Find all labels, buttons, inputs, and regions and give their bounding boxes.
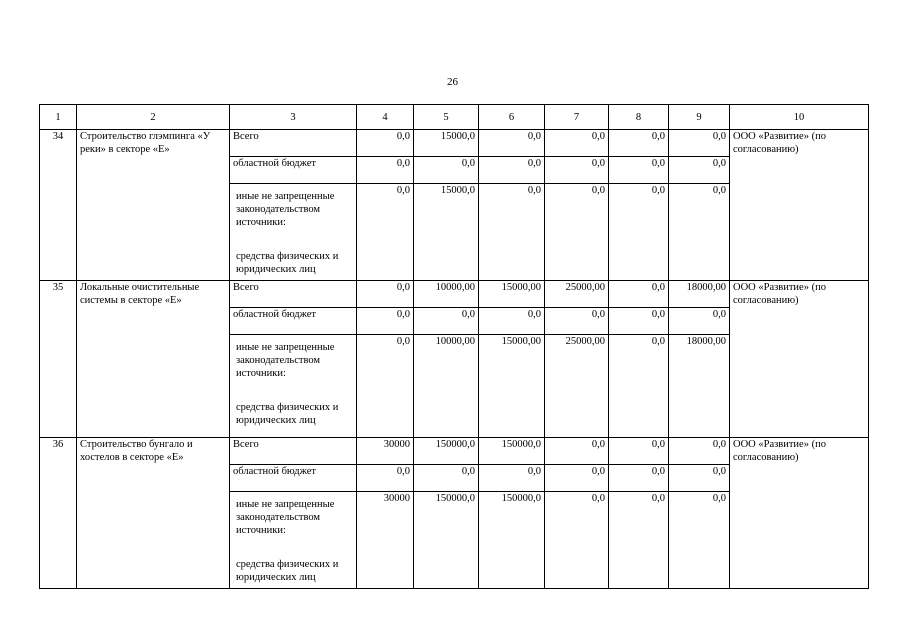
value-cell: 0,0: [669, 308, 730, 335]
value-cell: 0,0: [357, 184, 414, 281]
value-cell: 0,0: [609, 157, 669, 184]
activity-name: Локальные очистительные системы в секторе «Е»: [77, 281, 230, 438]
value-cell: 15000,0: [414, 130, 479, 157]
value-cell: 0,0: [545, 184, 609, 281]
table-row: [40, 438, 869, 465]
value-cell: 15000,00: [479, 281, 545, 308]
value-cell: 30000: [357, 438, 414, 465]
value-cell: 0,0: [545, 465, 609, 492]
value-cell: 15000,00: [479, 335, 545, 438]
source-label-other: [230, 335, 357, 438]
value-cell: 150000,0: [414, 438, 479, 465]
value-cell: 0,0: [669, 184, 730, 281]
value-cell: 18000,00: [669, 281, 730, 308]
source-label-total: Всего: [230, 281, 357, 308]
column-header: 1: [40, 105, 77, 130]
row-number: 35: [40, 281, 77, 438]
value-cell: 0,0: [545, 308, 609, 335]
column-header: 5: [414, 105, 479, 130]
value-cell: 0,0: [669, 157, 730, 184]
column-header: 10: [730, 105, 869, 130]
value-cell: 0,0: [414, 157, 479, 184]
value-cell: 0,0: [609, 335, 669, 438]
funding-table: [39, 104, 869, 589]
value-cell: 18000,00: [669, 335, 730, 438]
value-cell: 0,0: [479, 465, 545, 492]
column-header: 3: [230, 105, 357, 130]
value-cell: 25000,00: [545, 335, 609, 438]
row-number: 36: [40, 438, 77, 589]
source-label-other: [230, 184, 357, 281]
value-cell: 0,0: [609, 130, 669, 157]
value-cell: 0,0: [545, 492, 609, 589]
value-cell: 0,0: [357, 157, 414, 184]
value-cell: 0,0: [609, 492, 669, 589]
responsible-party: ООО «Развитие» (по согласованию): [730, 438, 869, 589]
other-sources-label: иные не запрещенные законодательством источники:: [236, 342, 335, 379]
responsible-party: ООО «Развитие» (по согласованию): [730, 281, 869, 438]
private-funds-label: средства физических и юридических лиц: [236, 251, 339, 275]
value-cell: 0,0: [479, 157, 545, 184]
column-header: 6: [479, 105, 545, 130]
column-header: 4: [357, 105, 414, 130]
value-cell: 0,0: [357, 130, 414, 157]
table-row: [40, 130, 869, 157]
source-label-total: Всего: [230, 130, 357, 157]
value-cell: 25000,00: [545, 281, 609, 308]
value-cell: 0,0: [669, 130, 730, 157]
value-cell: 150000,0: [414, 492, 479, 589]
source-label-budget: областной бюджет: [230, 465, 357, 492]
other-sources-label: иные не запрещенные законодательством источники:: [236, 191, 335, 228]
value-cell: 0,0: [669, 438, 730, 465]
activity-name: Строительство бунгало и хостелов в секторе «Е»: [77, 438, 230, 589]
source-label-other: [230, 492, 357, 589]
source-label-budget: областной бюджет: [230, 157, 357, 184]
private-funds-label: средства физических и юридических лиц: [236, 559, 339, 583]
row-number: 34: [40, 130, 77, 281]
column-header: 8: [609, 105, 669, 130]
value-cell: 0,0: [609, 308, 669, 335]
value-cell: 10000,00: [414, 281, 479, 308]
value-cell: 0,0: [479, 130, 545, 157]
value-cell: 0,0: [479, 184, 545, 281]
value-cell: 150000,0: [479, 438, 545, 465]
other-sources-label: иные не запрещенные законодательством источники:: [236, 499, 335, 536]
page-number: 26: [447, 76, 458, 88]
value-cell: 0,0: [669, 492, 730, 589]
value-cell: 0,0: [609, 281, 669, 308]
source-label-total: Всего: [230, 438, 357, 465]
value-cell: 0,0: [357, 308, 414, 335]
value-cell: 15000,0: [414, 184, 479, 281]
value-cell: 0,0: [545, 130, 609, 157]
value-cell: 150000,0: [479, 492, 545, 589]
value-cell: 0,0: [357, 281, 414, 308]
value-cell: 0,0: [357, 465, 414, 492]
value-cell: 30000: [357, 492, 414, 589]
value-cell: 0,0: [357, 335, 414, 438]
responsible-party: ООО «Развитие» (по согласованию): [730, 130, 869, 281]
table-row: [40, 281, 869, 308]
private-funds-label: средства физических и юридических лиц: [236, 402, 339, 426]
value-cell: 0,0: [609, 184, 669, 281]
value-cell: 0,0: [414, 465, 479, 492]
value-cell: 0,0: [479, 308, 545, 335]
source-label-budget: областной бюджет: [230, 308, 357, 335]
value-cell: 0,0: [609, 465, 669, 492]
value-cell: 0,0: [545, 438, 609, 465]
column-header: 7: [545, 105, 609, 130]
activity-name: Строительство глэмпинга «У реки» в секторе «Е»: [77, 130, 230, 281]
column-number-row: [40, 105, 869, 130]
column-header: 9: [669, 105, 730, 130]
value-cell: 0,0: [545, 157, 609, 184]
value-cell: 10000,00: [414, 335, 479, 438]
column-header: 2: [77, 105, 230, 130]
value-cell: 0,0: [669, 465, 730, 492]
value-cell: 0,0: [414, 308, 479, 335]
value-cell: 0,0: [609, 438, 669, 465]
